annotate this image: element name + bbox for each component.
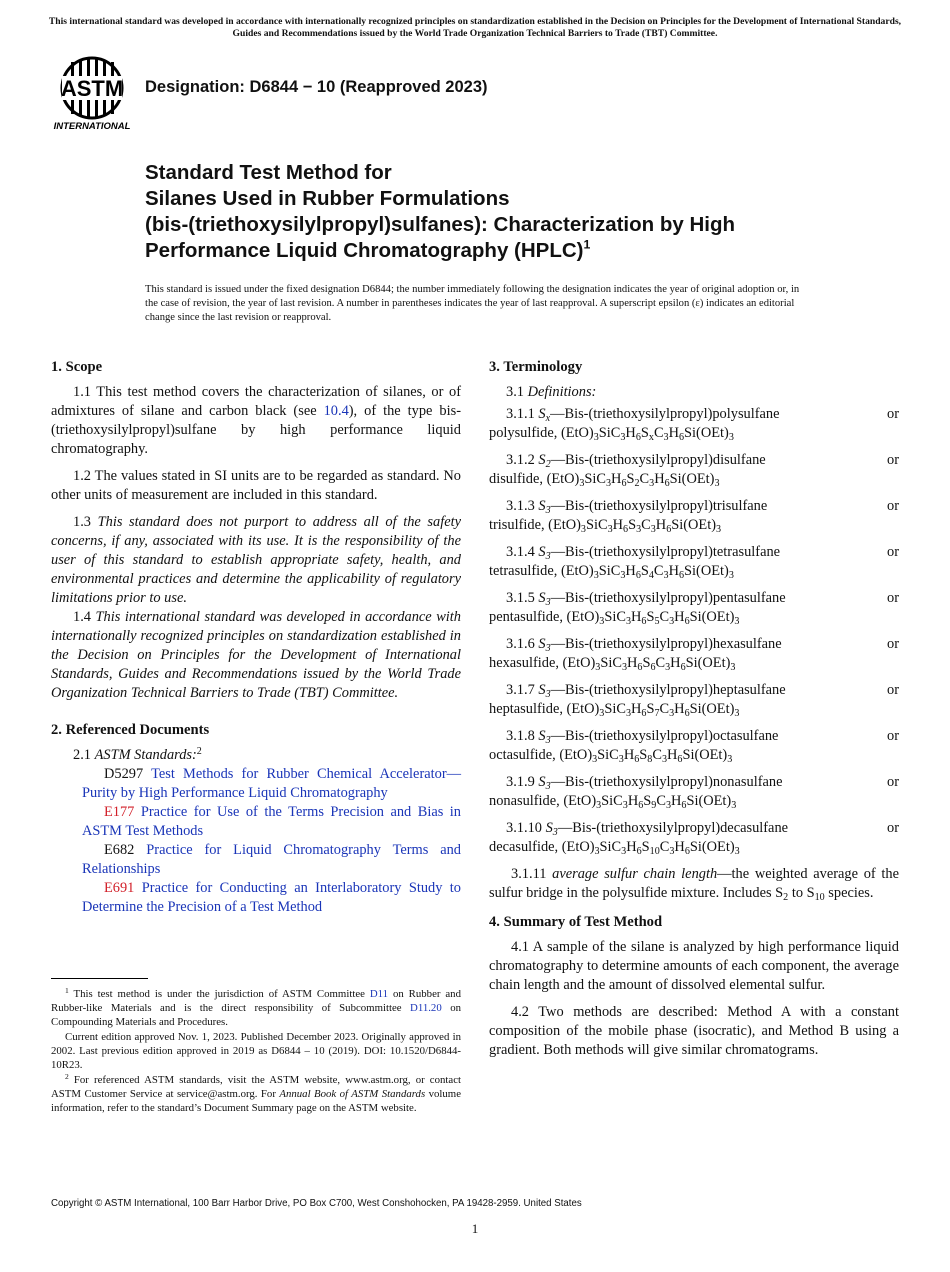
summary-4-2: 4.2 Two methods are described: Method A with a constant composition of the mobile phase (isocratic), and Method B using a gradient. Both methods will give similar chromatograms. [489, 1004, 899, 1058]
ref-link-e691[interactable]: Practice for Conducting an Interlaboratory Study to Determine the Precision of a Test Method [82, 880, 461, 915]
section-heading-scope: 1. Scope [51, 359, 103, 375]
definition-item: 3.1.1 $S_x—Bis-(triethoxysilylpropyl)polysulfane$ or polysulfide, $(EtO)_3SiC_3H_6S_xC_3H_6Si(OEt)_3$ [489, 406, 899, 444]
logo-mark-text: ASTM [60, 76, 124, 101]
definitions-label: 3.1 Definitions: [506, 384, 597, 400]
definition-item: 3.1.4 $S_3—Bis-(triethoxysilylpropyl)tetrasulfane$ or tetrasulfide, $(EtO)_3SiC_3H_6S_4C_3H_6Si(OEt)_3$ [489, 544, 899, 582]
scope-1-3-num: 1.3 [73, 514, 98, 530]
scope-1-3-text: This standard does not purport to address all of the safety concerns, if any, associated with its use. It is the responsibility of the user of this standard to establish appropriate safety, health, and environmental practices and determine the applicability of regulatory limitations prior to use. [51, 514, 461, 606]
section-heading-referenced: 2. Referenced Documents [51, 722, 210, 738]
footnote-2-mark[interactable]: 2 [196, 745, 202, 757]
ref-code: D5297 [104, 766, 144, 782]
scope-1-4 [51, 608, 461, 703]
title-line-3: (bis-(triethoxysilylpropyl)sulfanes): Characterization by High [145, 213, 736, 236]
term-symbol: $S_x$ [538, 406, 551, 425]
scope-1-4-text: This international standard was developed in accordance with internationally recognized principles on standardization established in the Decision on Principles for the Development of International Standards, Guides and Recommendations issued by the World Trade Organization Technical Barriers to Trade (TBT) Committee. [51, 609, 461, 701]
ref-link-e177[interactable]: Practice for Use of the Terms Precision and Bias in ASTM Test Methods [82, 804, 461, 839]
footnote-2: $^2$ For referenced ASTM standards, visit the ASTM website, www.astm.org, or contact ASTM Customer Service at service@astm.org. For Annual Book of ASTM Standards volume information, refer to the standard’s Document Summary page on the ASTM website. [51, 1072, 461, 1114]
definition-formula: polysulfide, $(EtO)_3SiC_3H_6S_xC_3H_6Si(OEt)_3$ [489, 425, 734, 444]
footnote-1: $^1$ This test method is under the jurisdiction of ASTM Committee D11 on Rubber and Rubber-like Materials and is the direct responsibility of Subcommittee D11.20 on Compounding Materials and Procedures. [51, 986, 461, 1028]
footnotes [51, 987, 461, 1116]
term-symbol: $S_3$ [545, 820, 558, 839]
left-column [51, 358, 461, 917]
definition-item: 3.1.5 $S_3—Bis-(triethoxysilylpropyl)pentasulfane$ or pentasulfide, $(EtO)_3SiC_3H_6S_5C_3H_6Si(OEt)_3$ [489, 590, 899, 628]
link-subcommittee-d11-20[interactable]: D11.20 [410, 1002, 442, 1014]
logo-wordmark-text: INTERNATIONAL [53, 121, 131, 132]
definition-item: 3.1.6 $S_3—Bis-(triethoxysilylpropyl)hexasulfane$ or hexasulfide, $(EtO)_3SiC_3H_6S_6C_3H_6Si(OEt)_3$ [489, 636, 899, 674]
definition-formula: disulfide, $(EtO)_3SiC_3H_6S_2C_3H_6Si(OEt)_3$ [489, 471, 720, 490]
definition-formula: decasulfide, $(EtO)_3SiC_3H_6S_{10}C_3H_6Si(OEt)_3$ [489, 839, 740, 858]
scope-1-1-text: 1.1 This test method covers the characterization of silanes, or of admixtures of silane and carbon black (see [51, 384, 461, 419]
definition-item: 3.1.10 $S_3—Bis-(triethoxysilylpropyl)decasulfane$ or decasulfide, $(EtO)_3SiC_3H_6S_{10}C_3H_6Si(OEt)_3$ [489, 820, 899, 858]
definition-item: 3.1.8 $S_3—Bis-(triethoxysilylpropyl)octasulfane$ or octasulfide, $(EtO)_3SiC_3H_6S_8C_3H_6Si(OEt)_3$ [489, 728, 899, 766]
ref-code[interactable]: E177 [104, 804, 135, 820]
definition-3-1-11-text: —the weighted average of the sulfur bridge in the polysulfide mixture. Includes $S_2$ to $S_{10}$ species. [489, 866, 899, 904]
title-footnote-mark[interactable]: 1 [583, 237, 591, 252]
definition-formula: octasulfide, $(EtO)_3SiC_3H_6S_8C_3H_6Si(OEt)_3$ [489, 747, 733, 766]
ref-code: E682 [104, 842, 135, 858]
term-symbol: $S_3$ [538, 636, 551, 655]
term-symbol: $S_3$ [538, 728, 551, 747]
page-number: 1 [471, 1221, 479, 1236]
scope-1-3 [51, 513, 461, 608]
ref-link-d5297[interactable]: Test Methods for Rubber Chemical Accelerator—Purity by High Performance Liquid Chromatography [82, 766, 461, 801]
summary-4-1: 4.1 A sample of the silane is analyzed by high performance liquid chromatography to determine amounts of each component, the average chain length and the amount of dissolved elemental sulfur. [489, 939, 899, 993]
footnote-divider [51, 978, 148, 979]
definition-formula: pentasulfide, $(EtO)_3SiC_3H_6S_5C_3H_6Si(OEt)_3$ [489, 609, 740, 628]
definition-formula: tetrasulfide, $(EtO)_3SiC_3H_6S_4C_3H_6Si(OEt)_3$ [489, 563, 734, 582]
definition-formula: heptasulfide, $(EtO)_3SiC_3H_6S_7C_3H_6Si(OEt)_3$ [489, 701, 740, 720]
link-committee-d11[interactable]: D11 [369, 988, 389, 1000]
term-symbol: $S_3$ [538, 498, 551, 517]
definition-item: 3.1.7 $S_3—Bis-(triethoxysilylpropyl)heptasulfane$ or heptasulfide, $(EtO)_3SiC_3H_6S_7C_3H_6Si(OEt)_3$ [489, 682, 899, 720]
right-column [489, 358, 899, 1060]
link-section-10-4[interactable]: 10.4 [323, 403, 349, 419]
scope-1-4-num: 1.4 [73, 609, 96, 625]
definition-item: 3.1.2 $S_2—Bis-(triethoxysilylpropyl)disulfane$ or disulfide, $(EtO)_3SiC_3H_6S_2C_3H_6Si(OEt)_3$ [489, 452, 899, 490]
ref-link-e682[interactable]: Practice for Liquid Chromatography Terms and Relationships [82, 842, 461, 877]
copyright-notice: Copyright © ASTM International, 100 Barr Harbor Drive, PO Box C700, West Conshohocken, PA 19428-2959. United States [51, 1198, 582, 1209]
scope-1-1-text-end: ), of the type bis-(triethoxysilylpropyl)sulfane by high performance liquid chromatography. [51, 403, 461, 457]
issuance-statement: This standard is issued under the fixed designation D6844; the number immediately following the designation indicates the year of original adoption or, in the case of revision, the year of last revision. A number in parentheses indicates the year of last reapproval. A superscript epsilon (ε) indicates an editorial change since the last revision or reapproval. [145, 284, 800, 323]
scope-1-2: 1.2 The values stated in SI units are to be regarded as standard. No other units of measurement are included in this standard. [51, 468, 461, 503]
tbt-notice: This international standard was developed in accordance with internationally recognized principles on standardization established in the Decision on Principles for the Development of International Standards, Guides and Recommendations issued by the World Trade Organization Technical Barriers to Trade (TBT) Committee. [48, 16, 902, 39]
title-line-4: Performance Liquid Chromatography (HPLC) [145, 239, 584, 262]
ref-item-d5297 [51, 765, 461, 803]
ref-item-e691 [51, 879, 461, 917]
ref-code[interactable]: E691 [104, 880, 135, 896]
term-symbol: $S_3$ [538, 682, 551, 701]
title-line-1: Standard Test Method for [145, 161, 392, 184]
scope-1-1 [51, 383, 461, 459]
ref-item-e682 [51, 841, 461, 879]
definition-item: 3.1.9 $S_3—Bis-(triethoxysilylpropyl)nonasulfane$ or nonasulfide, $(EtO)_3SiC_3H_6S_9C_3H_6Si(OEt)_3$ [489, 774, 899, 812]
document-title [145, 160, 845, 264]
definitions-list [489, 405, 899, 857]
title-line-2: Silanes Used in Rubber Formulations [145, 187, 510, 210]
astm-standards-label: 2.1 ASTM Standards:$^2$ [73, 745, 202, 763]
definition-formula: trisulfide, $(EtO)_3SiC_3H_6S_3C_3H_6Si(OEt)_3$ [489, 517, 722, 536]
astm-logo [52, 54, 136, 132]
term-symbol: $S_3$ [538, 590, 551, 609]
section-heading-summary: 4. Summary of Test Method [489, 914, 663, 930]
term-symbol: $S_3$ [538, 544, 551, 563]
definition-formula: hexasulfide, $(EtO)_3SiC_3H_6S_6C_3H_6Si(OEt)_3$ [489, 655, 736, 674]
definition-item: 3.1.3 $S_3—Bis-(triethoxysilylpropyl)trisulfane$ or trisulfide, $(EtO)_3SiC_3H_6S_3C_3H_6Si(OEt)_3$ [489, 498, 899, 536]
term-symbol: $S_2$ [538, 452, 551, 471]
definition-3-1-11: 3.1.11 average sulfur chain length—the weighted average of the sulfur bridge in the polysulfide mixture. Includes $S_2$ to $S_{10}$ species. [489, 866, 899, 904]
term-symbol: $S_3$ [538, 774, 551, 793]
section-heading-terminology: 3. Terminology [489, 359, 583, 375]
term-average-sulfur-chain-length: average sulfur chain length [552, 866, 718, 882]
footnote-1-edition: Current edition approved Nov. 1, 2023. Published December 2023. Originally approved in 2002. Last previous edition approved in 2019 as D6844 – 10 (2019). DOI: 10.1520/D6844-10R23. [51, 1031, 461, 1071]
astm-logo-icon [52, 54, 136, 132]
ref-item-e177 [51, 803, 461, 841]
designation: Designation: D6844 − 10 (Reapproved 2023) [145, 78, 488, 96]
definition-formula: nonasulfide, $(EtO)_3SiC_3H_6S_9C_3H_6Si(OEt)_3$ [489, 793, 737, 812]
